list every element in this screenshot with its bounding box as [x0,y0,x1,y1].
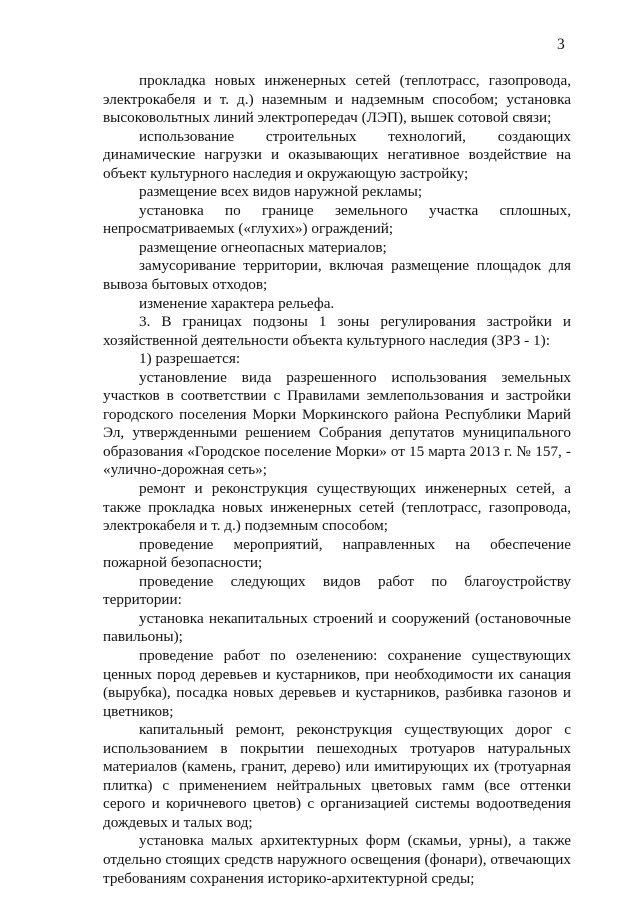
subsection-label: 1) разрешается: [139,350,241,368]
paragraph: изменение характера рельефа. [139,294,335,312]
paragraph: установление вида разрешенного использования земельных участков в соответствии с Правилами землепользования и застройки городского поселения Морки Моркинского района Республики Марий Эл, утвержденными решением Собрания депутатов муниципального образования «Городское поселение Морки» от 15 марта 2013 г. № 157, - «улично-дорожная сеть»; [103,368,571,479]
paragraph: прокладка новых инженерных сетей (теплотрасс, газопровода, электрокабеля и т. д.) наземным и надземным способом; установка высоковольтных линий электропередач (ЛЭП), вышек сотовой связи; [103,72,571,127]
paragraph: проведение мероприятий, направленных на обеспечение пожарной безопасности; [103,535,571,572]
paragraph: использование строительных технологий, создающих динамические нагрузки и оказывающих негативное воздействие на объект культурного наследия и окружающую застройку; [103,127,571,182]
paragraph: проведение работ по озеленению: сохранение существующих ценных пород деревьев и кустарников, при необходимости их санация (вырубка), посадка новых деревьев и кустарников, разбивка газонов и цветников; [103,646,571,720]
paragraph: установка малых архитектурных форм (скамьи, урны), а также отдельно стоящих средств наружного освещения (фонари), отвечающих требованиям сохранения историко-архитектурной среды; [103,832,571,887]
document-body [103,72,571,888]
paragraph: установка по границе земельного участка сплошных, непросматриваемых («глухих») ограждений; [103,201,571,238]
paragraph: установка некапитальных строений и сооружений (остановочные павильоны); [103,609,571,646]
page-number: 3 [557,36,565,53]
paragraph: ремонт и реконструкция существующих инженерных сетей, а также прокладка новых инженерных сетей (теплотрасс, газопровода, электрокабеля и т. д.) подземным способом; [103,480,571,535]
paragraph: капитальный ремонт, реконструкция существующих дорог с использованием в покрытии пешеходных тротуаров натуральных материалов (камень, гранит, дерево) или имитирующих их (тротуарная плитка) с применением нейтральных цветовых гамм (все оттенки серого и коричневого цветов) с организацией системы водоотведения дождевых и талых вод; [103,721,571,831]
paragraph: размещение всех видов наружной рекламы; [139,183,423,201]
paragraph: замусоривание территории, включая размещение площадок для вывоза бытовых отходов; [103,257,571,294]
paragraph: проведение следующих видов работ по благоустройству территории: [103,572,571,609]
paragraph: размещение огнеопасных материалов; [139,238,387,256]
section-heading-paragraph: 3. В границах подзоны 1 зоны регулирования застройки и хозяйственной деятельности объекта культурного наследия (ЗРЗ - 1): [103,313,571,349]
